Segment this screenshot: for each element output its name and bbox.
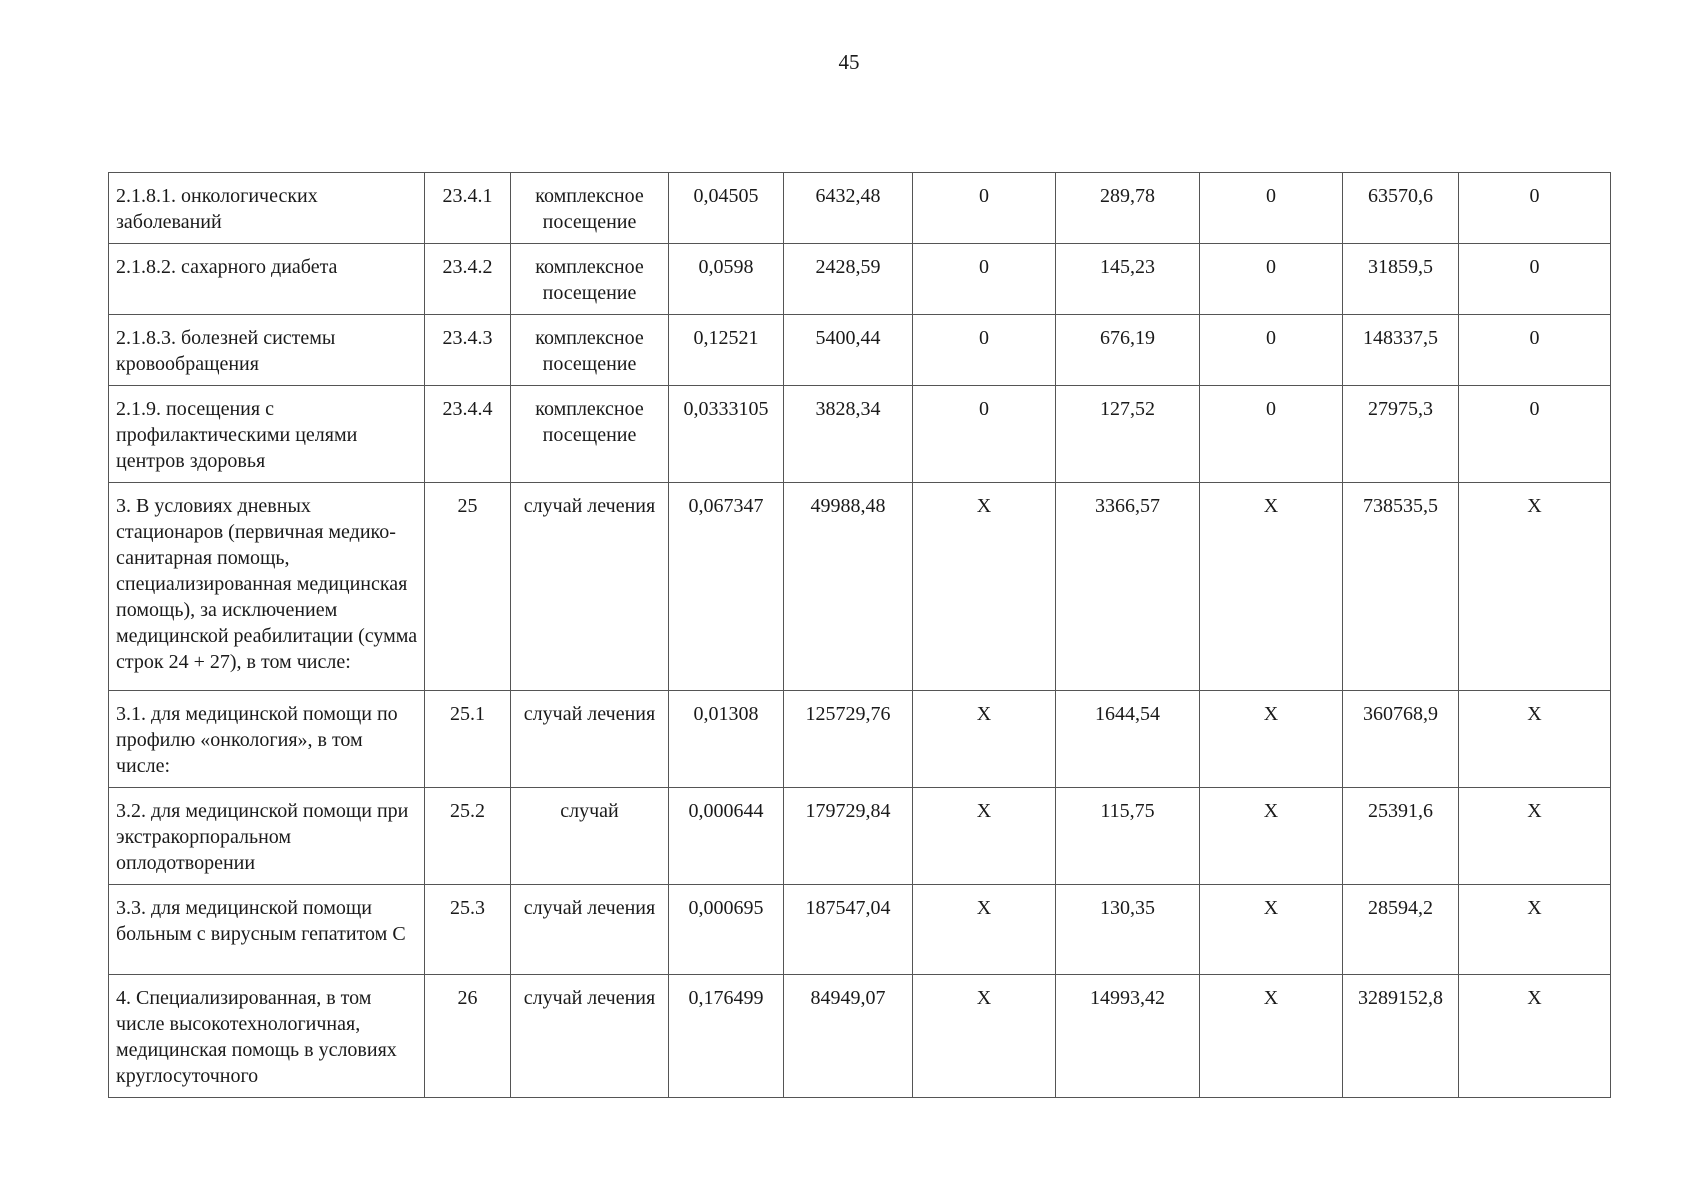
cell-unit: комплексное посещение	[511, 173, 669, 244]
cell-col-9: 360768,9	[1343, 691, 1459, 788]
cell-name: 2.1.9. посещения с профилактическими целями центров здоровья	[109, 386, 425, 483]
cell-col-10: 0	[1459, 386, 1611, 483]
cell-name: 3.1. для медицинской помощи по профилю «онкология», в том числе:	[109, 691, 425, 788]
cell-row-number: 23.4.2	[425, 244, 511, 315]
table-row	[109, 386, 1611, 483]
cell-row-number: 23.4.3	[425, 315, 511, 386]
cell-cost: 2428,59	[784, 244, 913, 315]
cell-row-number: 23.4.4	[425, 386, 511, 483]
cell-norm: 0,12521	[669, 315, 784, 386]
cell-col-10: X	[1459, 691, 1611, 788]
cell-col-8: 0	[1200, 244, 1343, 315]
cell-name: 4. Специализированная, в том числе высокотехнологичная, медицинская помощь в условиях круглосуточного	[109, 975, 425, 1098]
cell-name: 3.2. для медицинской помощи при экстракорпоральном оплодотворении	[109, 788, 425, 885]
cell-norm: 0,067347	[669, 483, 784, 691]
cell-col-9: 31859,5	[1343, 244, 1459, 315]
page-number: 45	[838, 50, 860, 74]
cell-col-10: X	[1459, 885, 1611, 975]
cell-col-6: X	[913, 885, 1056, 975]
cell-col-10: X	[1459, 483, 1611, 691]
table-row	[109, 173, 1611, 244]
cell-col-10: 0	[1459, 173, 1611, 244]
cell-unit: случай лечения	[511, 483, 669, 691]
cell-unit: случай лечения	[511, 885, 669, 975]
cell-cost: 3828,34	[784, 386, 913, 483]
table-row	[109, 975, 1611, 1098]
cell-col-6: 0	[913, 386, 1056, 483]
cell-cost: 187547,04	[784, 885, 913, 975]
cell-unit: случай лечения	[511, 691, 669, 788]
cell-row-number: 25.3	[425, 885, 511, 975]
cell-col-6: X	[913, 788, 1056, 885]
cell-col-10: 0	[1459, 315, 1611, 386]
cell-col-10: X	[1459, 975, 1611, 1098]
cell-col-8: X	[1200, 885, 1343, 975]
cell-cost: 179729,84	[784, 788, 913, 885]
cell-unit: случай	[511, 788, 669, 885]
cell-col-10: X	[1459, 788, 1611, 885]
cell-col-6: X	[913, 691, 1056, 788]
cell-norm: 0,0333105	[669, 386, 784, 483]
cell-row-number: 26	[425, 975, 511, 1098]
cell-unit: комплексное посещение	[511, 386, 669, 483]
cell-row-number: 25.1	[425, 691, 511, 788]
cell-col-9: 25391,6	[1343, 788, 1459, 885]
cell-col-8: X	[1200, 788, 1343, 885]
table-row	[109, 788, 1611, 885]
cell-norm: 0,0598	[669, 244, 784, 315]
cell-col-9: 28594,2	[1343, 885, 1459, 975]
cell-name: 2.1.8.1. онкологических заболеваний	[109, 173, 425, 244]
cell-col-9: 63570,6	[1343, 173, 1459, 244]
cell-cost: 125729,76	[784, 691, 913, 788]
cell-col-7: 676,19	[1056, 315, 1200, 386]
cell-cost: 84949,07	[784, 975, 913, 1098]
cell-col-8: 0	[1200, 386, 1343, 483]
cell-col-7: 127,52	[1056, 386, 1200, 483]
table-body	[109, 173, 1611, 1098]
cell-unit: комплексное посещение	[511, 315, 669, 386]
cell-col-9: 27975,3	[1343, 386, 1459, 483]
cell-col-7: 14993,42	[1056, 975, 1200, 1098]
cell-unit: комплексное посещение	[511, 244, 669, 315]
cell-col-7: 130,35	[1056, 885, 1200, 975]
table-row	[109, 483, 1611, 691]
cell-col-9: 148337,5	[1343, 315, 1459, 386]
cell-col-6: 0	[913, 315, 1056, 386]
table-row	[109, 244, 1611, 315]
cell-norm: 0,01308	[669, 691, 784, 788]
cell-col-8: 0	[1200, 173, 1343, 244]
cell-norm: 0,000695	[669, 885, 784, 975]
cell-name: 2.1.8.2. сахарного диабета	[109, 244, 425, 315]
cell-name: 3. В условиях дневных стационаров (первичная медико-санитарная помощь, специализированная медицинская помощь), за исключением медицинской реабилитации (сумма строк 24 + 27), в том числе:	[109, 483, 425, 691]
cell-col-7: 115,75	[1056, 788, 1200, 885]
cell-cost: 5400,44	[784, 315, 913, 386]
cell-col-7: 1644,54	[1056, 691, 1200, 788]
cell-col-7: 289,78	[1056, 173, 1200, 244]
data-table	[108, 172, 1611, 1098]
table-row	[109, 315, 1611, 386]
cell-col-6: X	[913, 975, 1056, 1098]
table-row	[109, 691, 1611, 788]
cell-col-7: 145,23	[1056, 244, 1200, 315]
table-row	[109, 885, 1611, 975]
cell-cost: 6432,48	[784, 173, 913, 244]
cell-row-number: 25.2	[425, 788, 511, 885]
cell-row-number: 25	[425, 483, 511, 691]
cell-col-8: X	[1200, 483, 1343, 691]
cell-cost: 49988,48	[784, 483, 913, 691]
cell-col-6: 0	[913, 173, 1056, 244]
cell-col-6: X	[913, 483, 1056, 691]
cell-norm: 0,176499	[669, 975, 784, 1098]
cell-col-10: 0	[1459, 244, 1611, 315]
cell-name: 2.1.8.3. болезней системы кровообращения	[109, 315, 425, 386]
cell-col-8: X	[1200, 691, 1343, 788]
cell-norm: 0,000644	[669, 788, 784, 885]
cell-col-6: 0	[913, 244, 1056, 315]
cell-col-8: X	[1200, 975, 1343, 1098]
cell-col-9: 3289152,8	[1343, 975, 1459, 1098]
cell-col-8: 0	[1200, 315, 1343, 386]
cell-row-number: 23.4.1	[425, 173, 511, 244]
cell-col-9: 738535,5	[1343, 483, 1459, 691]
cell-unit: случай лечения	[511, 975, 669, 1098]
cell-name: 3.3. для медицинской помощи больным с вирусным гепатитом С	[109, 885, 425, 975]
cell-col-7: 3366,57	[1056, 483, 1200, 691]
cell-norm: 0,04505	[669, 173, 784, 244]
